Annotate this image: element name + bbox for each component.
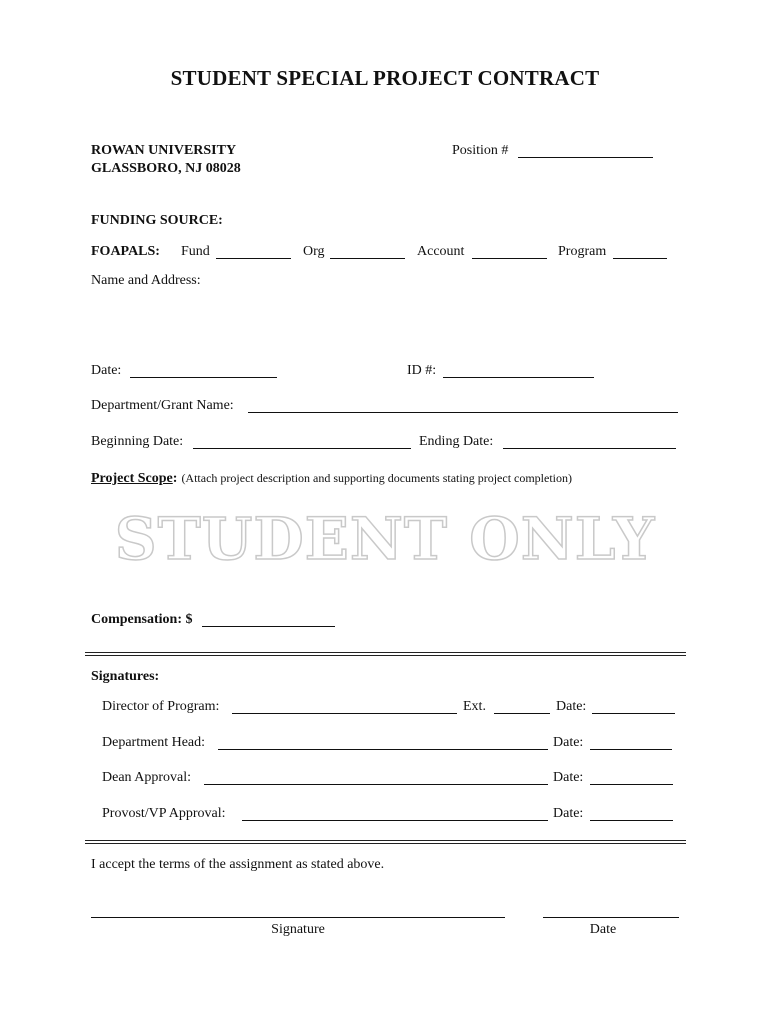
provost-date-label: Date: xyxy=(553,806,584,821)
project-scope-label: Project Scope xyxy=(91,471,173,486)
dean-date-label: Date: xyxy=(553,770,584,785)
project-scope-colon: : xyxy=(172,471,178,486)
provost-label: Provost/VP Approval: xyxy=(102,806,226,821)
ending-date-field[interactable] xyxy=(503,448,676,449)
divider-bottom-1 xyxy=(85,840,686,841)
department-head-label: Department Head: xyxy=(102,735,206,750)
position-field[interactable] xyxy=(518,157,653,158)
director-label: Director of Program: xyxy=(102,699,220,714)
ending-date-label: Ending Date: xyxy=(419,434,494,449)
divider-top-1 xyxy=(85,652,686,653)
date-field[interactable] xyxy=(130,377,277,378)
institution-address: GLASSBORO, NJ 08028 xyxy=(91,161,241,176)
department-grant-label: Department/Grant Name: xyxy=(91,398,234,413)
account-label: Account xyxy=(417,244,465,259)
beginning-date-label: Beginning Date: xyxy=(91,434,184,449)
department-head-date-label: Date: xyxy=(553,735,584,750)
document-title: STUDENT SPECIAL PROJECT CONTRACT xyxy=(170,66,600,90)
beginning-date-field[interactable] xyxy=(193,448,411,449)
date-label: Date: xyxy=(91,363,122,378)
student-signature-field[interactable] xyxy=(91,917,505,918)
fund-label: Fund xyxy=(181,244,210,259)
acceptance-text: I accept the terms of the assignment as stated above. xyxy=(91,857,385,872)
department-grant-field[interactable] xyxy=(248,412,678,413)
department-head-signature-field[interactable] xyxy=(218,749,548,750)
program-label: Program xyxy=(558,244,607,259)
divider-bottom-2 xyxy=(85,843,686,844)
id-field[interactable] xyxy=(443,377,594,378)
dean-label: Dean Approval: xyxy=(102,770,192,785)
provost-signature-field[interactable] xyxy=(242,820,548,821)
name-address-label: Name and Address: xyxy=(91,273,201,288)
institution-name: ROWAN UNIVERSITY xyxy=(91,143,237,158)
dean-signature-field[interactable] xyxy=(204,784,548,785)
account-field[interactable] xyxy=(472,258,547,259)
fund-field[interactable] xyxy=(216,258,291,259)
signatures-heading: Signatures: xyxy=(91,669,160,684)
date-caption: Date xyxy=(589,922,617,937)
ext-label: Ext. xyxy=(463,699,486,714)
project-scope-note: (Attach project description and supporting documents stating project completion) xyxy=(181,471,573,485)
dean-date-field[interactable] xyxy=(590,784,673,785)
funding-source-heading: FUNDING SOURCE: xyxy=(91,213,223,228)
org-label: Org xyxy=(303,244,325,259)
signature-caption: Signature xyxy=(271,922,325,937)
name-address-area[interactable] xyxy=(91,295,686,350)
position-label: Position # xyxy=(452,143,509,158)
student-date-field[interactable] xyxy=(543,917,679,918)
department-head-date-field[interactable] xyxy=(590,749,672,750)
program-field[interactable] xyxy=(613,258,667,259)
director-date-label: Date: xyxy=(556,699,587,714)
director-signature-field[interactable] xyxy=(232,713,457,714)
student-only-watermark: STUDENT ONLY xyxy=(114,505,656,573)
compensation-field[interactable] xyxy=(202,626,335,627)
director-date-field[interactable] xyxy=(592,713,675,714)
compensation-label: Compensation: $ xyxy=(91,612,193,627)
provost-date-field[interactable] xyxy=(590,820,673,821)
divider-top-2 xyxy=(85,655,686,656)
id-label: ID #: xyxy=(407,363,437,378)
org-field[interactable] xyxy=(330,258,405,259)
project-scope-row xyxy=(91,469,572,487)
ext-field[interactable] xyxy=(494,713,550,714)
foapals-label: FOAPALS: xyxy=(91,244,160,259)
